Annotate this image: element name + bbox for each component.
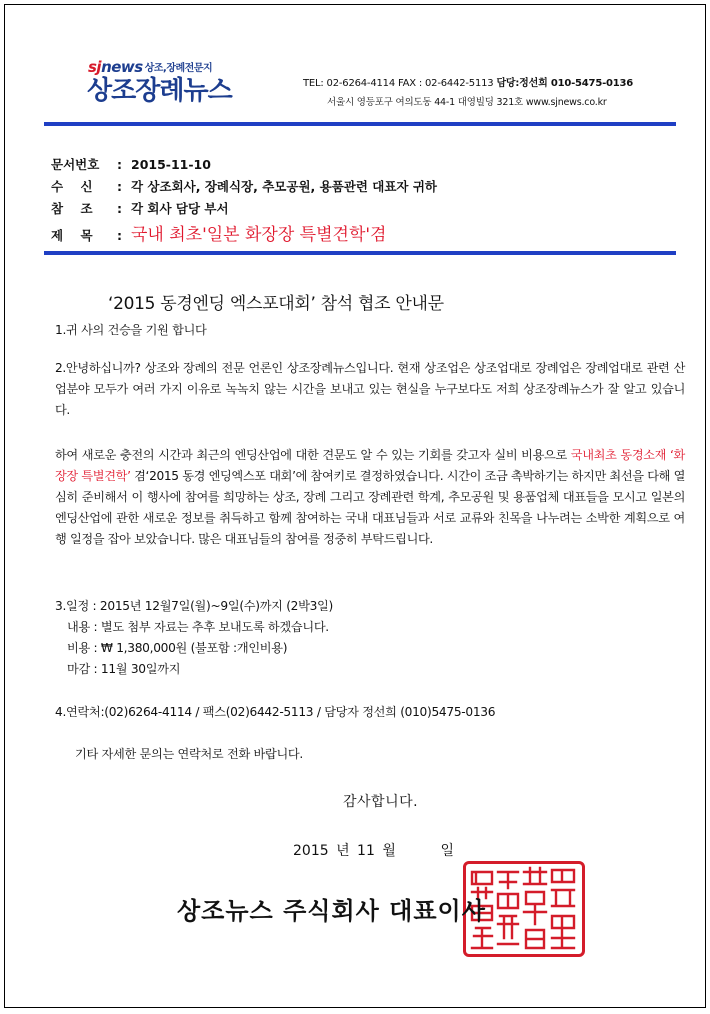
meta-colon: : [117, 179, 122, 194]
closing-date: 2015 년 11 월 일 [293, 843, 455, 859]
meta-colon: : [117, 201, 122, 216]
meta-divider [44, 251, 676, 255]
header-manager: 담당:정선희 010-5475-0136 [496, 78, 634, 89]
meta-recipient-label: 수 신 [51, 179, 93, 194]
logo-news: news [101, 58, 143, 76]
meta-doc-number-value: 2015-11-10 [131, 157, 211, 172]
meta-colon: : [117, 228, 122, 243]
header-phone-fax: TEL: 02-6264-4114 FAX : 02-6442-5113 [303, 78, 497, 89]
meta-reference-label: 참 조 [51, 201, 93, 216]
closing-thanks: 감사합니다. [343, 794, 419, 810]
header-address: 서울시 영등포구 여의도동 44-1 대영빌딩 321호 www.sjnews.co.kr [327, 97, 607, 108]
contact-line: 4.연락처:(02)6264-4114 / 팩스(02)6442-5113 / 담당자 정선희 (010)5475-0136 [55, 705, 496, 719]
meta-recipient-value: 각 상조회사, 장례식장, 추모공원, 용품관련 대표자 귀하 [131, 179, 438, 194]
document-page [4, 4, 706, 1008]
signature-line: 상조뉴스 주식회사 대표이사 [177, 897, 486, 925]
cost-line: 비용 : ₩ 1,380,000원 (불포함 :개인비용) [67, 641, 288, 655]
inquiry-line: 기타 자세한 문의는 연락처로 전화 바랍니다. [75, 747, 303, 761]
logo-sj: sj [88, 58, 102, 76]
schedule-line: 3.일정 : 2015년 12월7일(월)~9일(수)까지 (2박3일) [55, 599, 333, 613]
content-line: 내용 : 별도 첨부 자료는 추후 보내도록 하겠습니다. [67, 620, 329, 634]
logo-tagline: 상조,장례전문지 [144, 63, 213, 74]
deadline-line: 마감 : 11월 30일까지 [67, 662, 181, 676]
meta-recipient [51, 177, 437, 195]
meta-doc-number-label: 문서번호 [51, 157, 100, 172]
meta-reference-value: 각 회사 담당 부서 [131, 201, 229, 216]
header-contact [303, 74, 633, 89]
logo-wordmark [88, 59, 212, 75]
paragraph-3-intro: 하여 새로운 충전의 시간과 최근의 엔딩산업에 대한 견문도 알 수 있는 기회를 갖고자 실비 비용으로 [55, 448, 571, 462]
document-title: ‘2015 동경엔딩 엑스포대회’ 참석 협조 안내문 [108, 294, 444, 314]
paragraph-2: 2.안녕하십니까? 상조와 장례의 전문 언론인 상조장례뉴스입니다. 현재 상조업은 상조업대로 장례업은 장례업대로 관련 산업분야 모두가 여러 가지 이유로 녹녹치 않는 시간을 보내고 있는 현실을 누구보다도 저희 상조장례뉴스가 잘 알고 있습니다. [55, 361, 685, 417]
paragraph-3-rest: 겸‘2015 동경 엔딩엑스포 대회’에 참여키로 결정하였습니다. 시간이 조금 촉박하기는 하지만 최선을 다해 열심히 준비해서 이 행사에 참여를 희망하는 상조, 장례 그리고 장례관련 학계, 추모공원 및 용품업체 대표들을 모시고 일본의 엔딩산업에 관한 새로운 정보를 취득하고 함께 참여하는 국내 대표님들과 서로 교류와 친목을 나누려는 소박한 계획으로 여행 일정을 잡아 보았습니다. 많은 대표님들의 참여를 정중히 부탁드립니다. [55, 469, 685, 546]
paragraph-3 [55, 445, 685, 550]
meta-subject [51, 220, 386, 245]
meta-colon: : [117, 157, 122, 172]
meta-doc-number [51, 155, 211, 173]
logo-name: 상조장례뉴스 [87, 76, 232, 106]
paragraph-1: 1.귀 사의 건승을 기원 합니다 [55, 323, 207, 337]
paragraph-3-highlight: 국내최초 동경소재 ‘화장장 특별견학’ [55, 448, 685, 483]
meta-subject-label: 제 목 [51, 228, 93, 243]
header-divider [44, 122, 676, 126]
meta-subject-value: 국내 최초'일본 화장장 특별견학'겸 [131, 225, 387, 245]
meta-reference [51, 199, 229, 217]
